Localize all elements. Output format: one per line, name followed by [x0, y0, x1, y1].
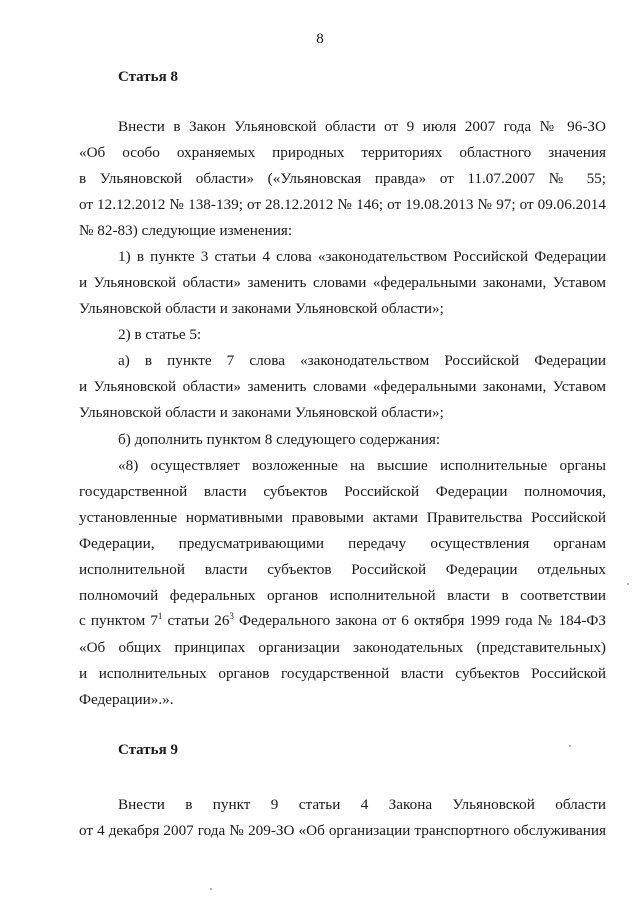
article-8-intro-line: от 12.12.2012 № 138-139; от 28.12.2012 № 146; от 19.08.2013 № 97; от 09.06.2014: [79, 196, 606, 213]
article-8-intro-line: в Ульяновской области» («Ульяновская правда» от 11.07.2007 № 55;: [79, 170, 606, 187]
quote-ref-superscript: 3: [229, 611, 234, 621]
article-8-intro-line: Внести в Закон Ульяновской области от 9 июля 2007 года № 96-ЗО: [118, 118, 606, 135]
quote-line: Федерации, предусматривающими передачу осуществления органам: [79, 535, 606, 552]
item-1-line: 1) в пункте 3 статьи 4 слова «законодательством Российской Федерации: [118, 248, 606, 265]
item-2a-line: а) в пункте 7 слова «законодательством Российской Федерации: [118, 352, 606, 369]
item-1-line: Ульяновской области и законами Ульяновской области»;: [79, 300, 444, 317]
quote-ref-mid: статьи 26: [162, 612, 230, 629]
item-1-line: и Ульяновской области» заменить словами «федеральными законами, Уставом: [79, 274, 606, 291]
article-8-intro-line: № 82-83) следующие изменения:: [79, 222, 293, 239]
scan-speck: [569, 745, 571, 747]
quote-line: установленные нормативными правовыми актами Правительства Российской: [79, 509, 606, 526]
quote-line: «Об общих принципах организации законодательных (представительных): [79, 639, 606, 656]
item-2a-line: Ульяновской области и законами Ульяновской области»;: [79, 404, 444, 421]
page-number: 8: [316, 31, 324, 47]
article-8-heading: Статья 8: [118, 69, 178, 85]
quote-line: полномочий федеральных органов исполнительной власти в соответствии: [79, 587, 606, 604]
quote-line: и исполнительных органов государственной власти субъектов Российской: [79, 665, 606, 682]
quote-line: Федерации».».: [79, 691, 174, 708]
article-9-heading: Статья 9: [118, 742, 178, 758]
scan-speck: [210, 888, 212, 890]
item-2-line: 2) в статье 5:: [118, 326, 202, 343]
scan-speck: [627, 583, 629, 585]
item-2a-line: и Ульяновской области» заменить словами «федеральными законами, Уставом: [79, 378, 606, 395]
item-2b-line: б) дополнить пунктом 8 следующего содержания:: [118, 431, 441, 448]
article-9-line: Внести в пункт 9 статьи 4 Закона Ульяновской области: [118, 796, 606, 813]
quote-line: исполнительной власти субъектов Российской Федерации отдельных: [79, 561, 606, 578]
quote-ref-pre: с пунктом 7: [79, 612, 158, 629]
quote-ref-superscript: 1: [157, 611, 163, 621]
article-8-intro-line: «Об особо охраняемых природных территориях областного значения: [79, 144, 606, 161]
quote-line: государственной власти субъектов Российской Федерации полномочия,: [79, 483, 606, 500]
article-9-line: от 4 декабря 2007 года № 209-ЗО «Об организации транспортного обслуживания: [79, 822, 606, 839]
quote-reference-line: [79, 611, 606, 631]
quote-ref-post: Федерального закона от 6 октября 1999 года № 184-ФЗ: [233, 612, 606, 629]
quote-line: «8) осуществляет возложенные на высшие исполнительные органы: [118, 457, 606, 474]
